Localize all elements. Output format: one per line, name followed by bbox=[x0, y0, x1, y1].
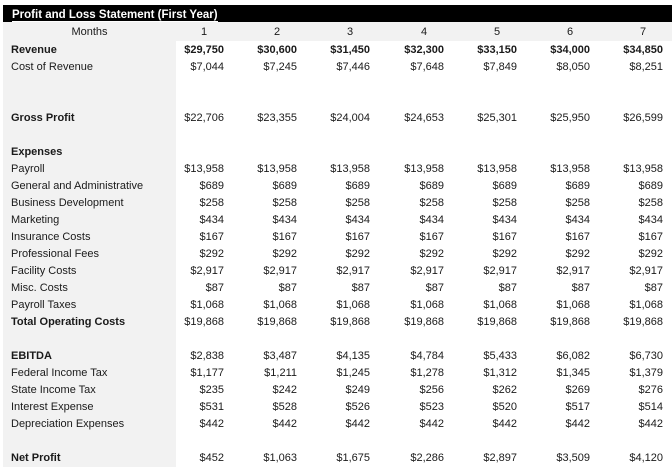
value-cell[interactable]: $292 bbox=[419, 248, 444, 260]
row-interest bbox=[3, 399, 672, 416]
value-cell[interactable]: $442 bbox=[638, 418, 663, 430]
value-cell[interactable]: $528 bbox=[272, 401, 297, 413]
row-federal-tax bbox=[3, 365, 672, 382]
row-net-profit bbox=[3, 450, 672, 467]
value-cell[interactable]: $26,599 bbox=[623, 112, 663, 124]
value-cell[interactable]: $2,917 bbox=[190, 265, 224, 277]
value-cell[interactable]: $4,120 bbox=[629, 452, 663, 464]
value-cell[interactable]: $2,897 bbox=[483, 452, 517, 464]
value-cell[interactable]: $689 bbox=[345, 180, 370, 192]
value-cell[interactable]: $434 bbox=[565, 214, 590, 226]
value-cell[interactable]: $442 bbox=[492, 418, 517, 430]
row-label[interactable]: Gross Profit bbox=[11, 112, 75, 124]
row-label[interactable]: EBITDA bbox=[11, 350, 52, 362]
value-cell[interactable]: $19,868 bbox=[404, 316, 444, 328]
value-cell[interactable]: $292 bbox=[638, 248, 663, 260]
value-cell[interactable]: $258 bbox=[492, 197, 517, 209]
row-total-operating bbox=[3, 314, 672, 331]
value-cell[interactable]: $167 bbox=[199, 231, 224, 243]
row-label[interactable]: Marketing bbox=[11, 214, 60, 226]
row-label[interactable]: Payroll bbox=[11, 163, 45, 175]
sheet-title: Profit and Loss Statement (First Year) bbox=[12, 9, 218, 21]
value-cell[interactable]: $167 bbox=[272, 231, 297, 243]
value-cell[interactable]: $1,068 bbox=[483, 299, 517, 311]
row-state-tax bbox=[3, 382, 672, 399]
value-cell[interactable]: $689 bbox=[419, 180, 444, 192]
row-professional-fees bbox=[3, 246, 672, 263]
value-cell[interactable]: $5,433 bbox=[483, 350, 517, 362]
value-cell[interactable]: $167 bbox=[638, 231, 663, 243]
value-cell[interactable]: $8,251 bbox=[629, 61, 663, 73]
row-business-dev bbox=[3, 195, 672, 212]
value-cell[interactable]: $689 bbox=[638, 180, 663, 192]
value-cell[interactable]: $434 bbox=[345, 214, 370, 226]
value-cell[interactable]: $2,917 bbox=[410, 265, 444, 277]
value-cell[interactable]: $4,784 bbox=[410, 350, 444, 362]
row-payroll-taxes bbox=[3, 297, 672, 314]
value-cell[interactable]: $434 bbox=[199, 214, 224, 226]
value-cell[interactable]: $520 bbox=[492, 401, 517, 413]
value-cell[interactable]: $434 bbox=[638, 214, 663, 226]
value-cell[interactable]: $34,000 bbox=[550, 44, 590, 56]
value-cell[interactable]: $7,849 bbox=[483, 61, 517, 73]
row-depreciation bbox=[3, 416, 672, 433]
value-cell[interactable]: $1,345 bbox=[556, 367, 590, 379]
value-cell[interactable]: $1,245 bbox=[336, 367, 370, 379]
value-cell[interactable]: $249 bbox=[345, 384, 370, 396]
value-cell[interactable]: $1,063 bbox=[263, 452, 297, 464]
months-header-label: Months bbox=[71, 26, 108, 38]
row-misc bbox=[3, 280, 672, 297]
value-cell[interactable]: $7,245 bbox=[263, 61, 297, 73]
value-cell[interactable]: $19,868 bbox=[477, 316, 517, 328]
row-ebitda bbox=[3, 348, 672, 365]
value-cell[interactable]: $25,950 bbox=[550, 112, 590, 124]
value-cell[interactable]: $87 bbox=[278, 282, 297, 294]
value-cell[interactable]: $442 bbox=[345, 418, 370, 430]
value-cell[interactable]: $13,958 bbox=[404, 163, 444, 175]
value-cell[interactable]: $167 bbox=[492, 231, 517, 243]
value-cell[interactable]: $258 bbox=[638, 197, 663, 209]
value-cell[interactable]: $689 bbox=[565, 180, 590, 192]
row-label[interactable]: Cost of Revenue bbox=[11, 61, 93, 73]
value-cell[interactable]: $167 bbox=[565, 231, 590, 243]
value-cell[interactable]: $19,868 bbox=[330, 316, 370, 328]
value-cell[interactable]: $87 bbox=[205, 282, 224, 294]
value-cell[interactable]: $235 bbox=[199, 384, 224, 396]
value-cell[interactable]: $262 bbox=[492, 384, 517, 396]
month-header-cell[interactable]: 6 bbox=[566, 26, 574, 38]
row-label[interactable]: Interest Expense bbox=[11, 401, 94, 413]
month-header-cell[interactable]: 1 bbox=[200, 26, 208, 38]
row-revenue bbox=[3, 42, 672, 59]
row-label[interactable]: State Income Tax bbox=[11, 384, 96, 396]
value-cell[interactable]: $22,706 bbox=[184, 112, 224, 124]
value-cell[interactable]: $33,150 bbox=[477, 44, 517, 56]
value-cell[interactable]: $167 bbox=[345, 231, 370, 243]
row-label[interactable]: Net Profit bbox=[11, 452, 61, 464]
value-cell[interactable]: $258 bbox=[419, 197, 444, 209]
value-cell[interactable]: $3,509 bbox=[556, 452, 590, 464]
value-cell[interactable]: $23,355 bbox=[257, 112, 297, 124]
value-cell[interactable]: $7,648 bbox=[410, 61, 444, 73]
row-label[interactable]: Insurance Costs bbox=[11, 231, 91, 243]
row-label[interactable]: Payroll Taxes bbox=[11, 299, 77, 311]
row-payroll bbox=[3, 161, 672, 178]
value-cell[interactable]: $25,301 bbox=[477, 112, 517, 124]
value-cell[interactable]: $87 bbox=[425, 282, 444, 294]
row-label[interactable]: Expenses bbox=[11, 146, 63, 158]
value-cell[interactable]: $258 bbox=[199, 197, 224, 209]
value-cell[interactable]: $13,958 bbox=[330, 163, 370, 175]
value-cell[interactable]: $1,068 bbox=[629, 299, 663, 311]
value-cell[interactable]: $31,450 bbox=[330, 44, 370, 56]
value-cell[interactable]: $292 bbox=[272, 248, 297, 260]
value-cell[interactable]: $13,958 bbox=[550, 163, 590, 175]
value-cell[interactable]: $1,177 bbox=[190, 367, 224, 379]
value-cell[interactable]: $2,917 bbox=[629, 265, 663, 277]
value-cell[interactable]: $442 bbox=[419, 418, 444, 430]
value-cell[interactable]: $523 bbox=[419, 401, 444, 413]
value-cell[interactable]: $292 bbox=[565, 248, 590, 260]
value-cell[interactable]: $242 bbox=[272, 384, 297, 396]
value-cell[interactable]: $256 bbox=[419, 384, 444, 396]
value-cell[interactable]: $292 bbox=[345, 248, 370, 260]
value-cell[interactable]: $531 bbox=[199, 401, 224, 413]
row-label[interactable]: Misc. Costs bbox=[11, 282, 68, 294]
row-label[interactable]: Revenue bbox=[11, 44, 57, 56]
value-cell[interactable]: $13,958 bbox=[623, 163, 663, 175]
value-cell[interactable]: $276 bbox=[638, 384, 663, 396]
months-header-row bbox=[3, 24, 672, 41]
value-cell[interactable]: $1,312 bbox=[483, 367, 517, 379]
value-cell[interactable]: $2,917 bbox=[336, 265, 370, 277]
row-label[interactable]: Professional Fees bbox=[11, 248, 100, 260]
value-cell[interactable]: $6,730 bbox=[629, 350, 663, 362]
value-cell[interactable]: $689 bbox=[492, 180, 517, 192]
row-general-admin bbox=[3, 178, 672, 195]
value-cell[interactable]: $1,068 bbox=[263, 299, 297, 311]
value-cell[interactable]: $514 bbox=[638, 401, 663, 413]
value-cell[interactable]: $3,487 bbox=[263, 350, 297, 362]
value-cell[interactable]: $19,868 bbox=[184, 316, 224, 328]
value-cell[interactable]: $442 bbox=[272, 418, 297, 430]
value-cell[interactable]: $13,958 bbox=[477, 163, 517, 175]
value-cell[interactable]: $13,958 bbox=[184, 163, 224, 175]
value-cell[interactable]: $19,868 bbox=[550, 316, 590, 328]
value-cell[interactable]: $87 bbox=[571, 282, 590, 294]
value-cell[interactable]: $1,068 bbox=[336, 299, 370, 311]
value-cell[interactable]: $2,838 bbox=[190, 350, 224, 362]
row-insurance bbox=[3, 229, 672, 246]
value-cell[interactable]: $4,135 bbox=[336, 350, 370, 362]
value-cell[interactable]: $167 bbox=[419, 231, 444, 243]
value-cell[interactable]: $517 bbox=[565, 401, 590, 413]
value-cell[interactable]: $19,868 bbox=[623, 316, 663, 328]
month-header-cell[interactable]: 3 bbox=[346, 26, 354, 38]
month-header-cell[interactable]: 5 bbox=[493, 26, 501, 38]
row-facility bbox=[3, 263, 672, 280]
row-label[interactable]: Depreciation Expenses bbox=[11, 418, 125, 430]
row-label[interactable]: Business Development bbox=[11, 197, 124, 209]
row-cost-of-revenue bbox=[3, 59, 672, 76]
value-cell[interactable]: $258 bbox=[565, 197, 590, 209]
value-cell[interactable]: $24,653 bbox=[404, 112, 444, 124]
value-cell[interactable]: $2,917 bbox=[483, 265, 517, 277]
value-cell[interactable]: $526 bbox=[345, 401, 370, 413]
value-cell[interactable]: $24,004 bbox=[330, 112, 370, 124]
row-label[interactable]: Federal Income Tax bbox=[11, 367, 108, 379]
value-cell[interactable]: $1,068 bbox=[190, 299, 224, 311]
value-cell[interactable]: $2,917 bbox=[263, 265, 297, 277]
value-cell[interactable]: $19,868 bbox=[257, 316, 297, 328]
value-cell[interactable]: $689 bbox=[272, 180, 297, 192]
value-cell[interactable]: $434 bbox=[272, 214, 297, 226]
row-label[interactable]: Total Operating Costs bbox=[11, 316, 126, 328]
value-cell[interactable]: $34,850 bbox=[623, 44, 663, 56]
row-expenses-header bbox=[3, 144, 672, 161]
value-cell[interactable]: $1,675 bbox=[336, 452, 370, 464]
row-gross-profit bbox=[3, 110, 672, 127]
value-cell[interactable]: $452 bbox=[199, 452, 224, 464]
value-cell[interactable]: $442 bbox=[199, 418, 224, 430]
value-cell[interactable]: $689 bbox=[199, 180, 224, 192]
value-cell[interactable]: $434 bbox=[419, 214, 444, 226]
row-label[interactable]: General and Administrative bbox=[11, 180, 144, 192]
value-cell[interactable]: $258 bbox=[272, 197, 297, 209]
value-cell[interactable]: $32,300 bbox=[404, 44, 444, 56]
value-cell[interactable]: $442 bbox=[565, 418, 590, 430]
value-cell[interactable]: $29,750 bbox=[184, 44, 224, 56]
month-header-cell[interactable]: 7 bbox=[639, 26, 647, 38]
value-cell[interactable]: $87 bbox=[498, 282, 517, 294]
month-header-cell[interactable]: 4 bbox=[420, 26, 428, 38]
row-marketing bbox=[3, 212, 672, 229]
value-cell[interactable]: $434 bbox=[492, 214, 517, 226]
value-cell[interactable]: $13,958 bbox=[257, 163, 297, 175]
value-cell[interactable]: $87 bbox=[644, 282, 663, 294]
value-cell[interactable]: $7,044 bbox=[190, 61, 224, 73]
value-cell[interactable]: $7,446 bbox=[336, 61, 370, 73]
value-cell[interactable]: $269 bbox=[565, 384, 590, 396]
value-cell[interactable]: $292 bbox=[199, 248, 224, 260]
value-cell[interactable]: $1,211 bbox=[264, 367, 297, 379]
value-cell[interactable]: $2,286 bbox=[410, 452, 444, 464]
value-cell[interactable]: $2,917 bbox=[556, 265, 590, 277]
value-cell[interactable]: $292 bbox=[492, 248, 517, 260]
value-cell[interactable]: $1,278 bbox=[410, 367, 444, 379]
value-cell[interactable]: $8,050 bbox=[556, 61, 590, 73]
value-cell[interactable]: $30,600 bbox=[257, 44, 297, 56]
row-label[interactable]: Facility Costs bbox=[11, 265, 77, 277]
value-cell[interactable]: $6,082 bbox=[556, 350, 590, 362]
value-cell[interactable]: $258 bbox=[345, 197, 370, 209]
value-cell[interactable]: $1,068 bbox=[556, 299, 590, 311]
value-cell[interactable]: $1,379 bbox=[629, 367, 663, 379]
value-cell[interactable]: $87 bbox=[351, 282, 370, 294]
value-cell[interactable]: $1,068 bbox=[410, 299, 444, 311]
month-header-cell[interactable]: 2 bbox=[273, 26, 281, 38]
sheet-title-bar bbox=[3, 5, 672, 22]
